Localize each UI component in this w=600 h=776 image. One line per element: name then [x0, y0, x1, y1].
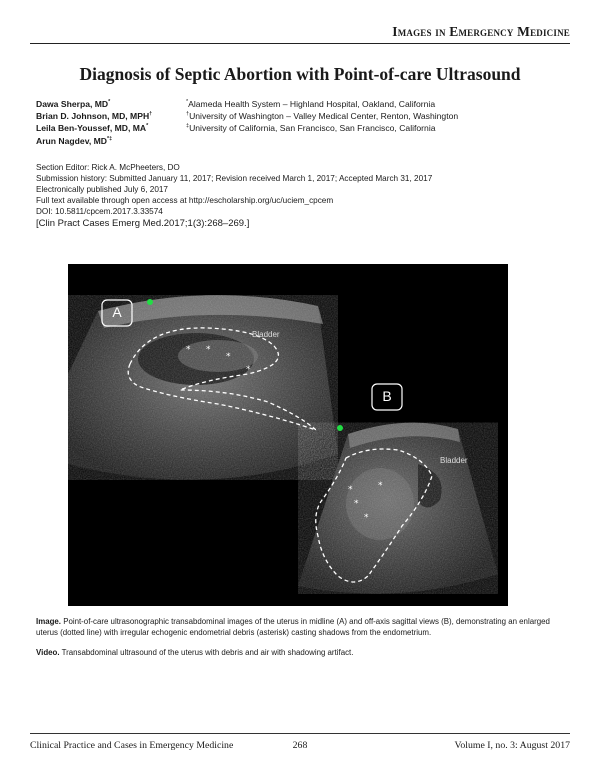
citation: [Clin Pract Cases Emerg Med.2017;1(3):268–269.] — [36, 218, 250, 229]
author: Arun Nagdev, MD*‡ — [36, 135, 113, 146]
panel-a-scan — [68, 295, 338, 480]
debris-asterisk: * — [186, 345, 191, 355]
figure-caption: Image. Point-of-care ultrasonographic transabdominal images of the uterus in midline (A) and off-axis sagittal views (B), demonstrating an enlarged uterus (dotted line) with irregular echogenic endometrial debris (asterisk) casting shadows from the endometrium. — [36, 617, 550, 637]
volume-info: Volume I, no. 3: August 2017 — [454, 740, 570, 751]
article-title: Diagnosis of Septic Abortion with Point-of-care Ultrasound — [79, 64, 521, 84]
debris-asterisk: * — [364, 513, 369, 523]
debris-asterisk: * — [378, 481, 383, 491]
running-head: Images in Emergency Medicine — [392, 24, 570, 39]
affiliation: †University of Washington – Valley Medical Center, Renton, Washington — [186, 111, 459, 122]
bladder-label-b: Bladder — [440, 456, 468, 465]
author-list — [36, 98, 186, 147]
orientation-marker-a — [147, 299, 153, 305]
debris-asterisk: * — [348, 485, 353, 495]
affiliation-list — [186, 98, 566, 135]
debris-asterisk: * — [206, 345, 211, 355]
doi[interactable]: DOI: 10.5811/cpcem.2017.3.33574 — [36, 207, 163, 216]
video-caption: Video. Transabdominal ultrasound of the uterus with debris and air with shadowing artifact. — [36, 648, 354, 657]
author: Brian D. Johnson, MD, MPH† — [36, 111, 153, 122]
header-rule — [30, 43, 570, 44]
ultrasound-image — [68, 264, 508, 606]
ultrasound-figure — [68, 264, 508, 606]
footer-rule — [30, 733, 570, 734]
affiliation: ‡University of California, San Francisco, San Francisco, California — [186, 123, 436, 134]
affiliation: *Alameda Health System – Highland Hospital, Oakland, California — [186, 99, 436, 109]
fulltext-link[interactable]: Full text available through open access at http://escholarship.org/uc/uciem_cpcem — [36, 196, 334, 205]
debris-asterisk: * — [246, 365, 251, 375]
bladder-label-a: Bladder — [252, 330, 280, 339]
author: Leila Ben-Youssef, MD, MA* — [36, 123, 149, 134]
panel-a-label: A — [112, 304, 122, 320]
publication-date: Electronically published July 6, 2017 — [36, 185, 168, 194]
debris-asterisk: * — [354, 499, 359, 509]
author: Dawa Sherpa, MD* — [36, 99, 111, 109]
panel-b-label: B — [382, 388, 392, 404]
submission-history: Submission history: Submitted January 11, 2017; Revision received March 1, 2017; Accepted March 31, 2017 — [36, 174, 433, 183]
journal-name: Clinical Practice and Cases in Emergency Medicine — [30, 740, 234, 751]
orientation-marker-b — [337, 425, 343, 431]
article-metadata — [36, 162, 566, 229]
page-number: 268 — [292, 740, 308, 751]
section-editor: Section Editor: Rick A. McPheeters, DO — [36, 163, 180, 172]
debris-asterisk: * — [226, 352, 231, 362]
